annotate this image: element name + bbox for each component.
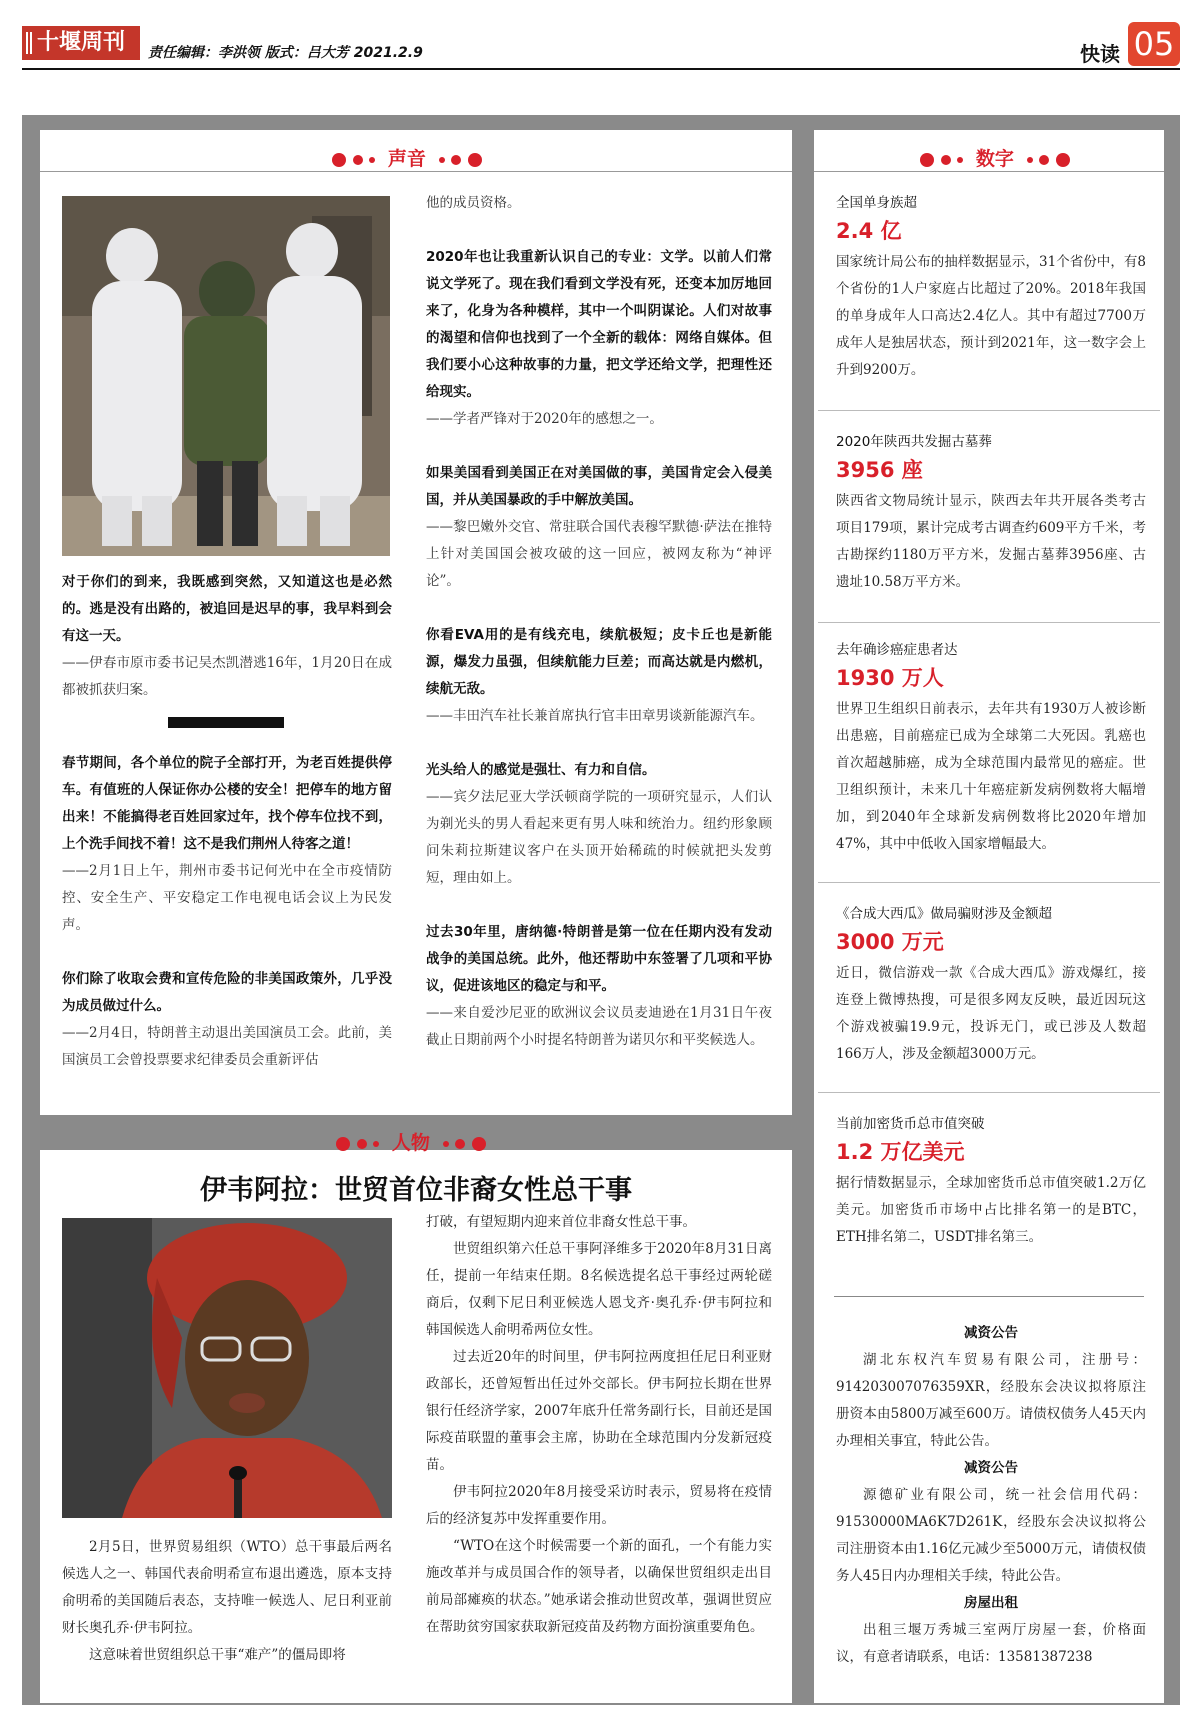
quote-6: 你看EVA用的是有线充电，续航极短；皮卡丘也是新能源，爆发力虽强，但续航能力巨差；而高达就是内燃机，续航无敌。	[426, 627, 772, 697]
numbers-heading-rule	[814, 171, 1164, 172]
people-paragraph-6: 伊韦阿拉2020年8月接受采访时表示，贸易将在疫情后的经济复苏中发挥重要作用。	[426, 1484, 772, 1527]
spacer	[426, 433, 772, 460]
dot-icon	[357, 1139, 367, 1149]
voice-heading-rule	[40, 171, 792, 172]
number-item-title: 当前加密货币总市值突破	[836, 1116, 985, 1132]
quote-4-source: ——学者严锋对于2020年的感想之一。	[426, 411, 663, 427]
notice-title: 减资公告	[964, 1325, 1018, 1341]
number-item-1	[836, 193, 1146, 384]
number-separator	[818, 882, 1160, 883]
dot-icon	[336, 1137, 350, 1151]
quote-7: 光头给人的感觉是强壮、有力和自信。	[426, 762, 656, 778]
quote-5: 如果美国看到美国正在对美国做的事，美国肯定会入侵美国，并从美国暴政的手中解放美国。	[426, 465, 772, 508]
people-paragraph-2: 这意味着世贸组织总干事“难产”的僵局即将	[89, 1647, 346, 1663]
people-paragraph-4: 世贸组织第六任总干事阿泽维多于2020年8月31日离任，提前一年结束任期。8名候选提名总干事经过两轮磋商后，仅剩下尼日利亚候选人恩戈齐·奥孔乔·伊韦阿拉和韩国候选人俞明希两位女性。	[426, 1241, 772, 1338]
number-item-body: 据行情数据显示，全球加密货币总市值突破1.2万亿美元。加密货币市场中占比排名第一的是BTC，ETH排名第二，USDT排名第三。	[836, 1175, 1146, 1245]
quote-3: 你们除了收取会费和宣传危险的非美国政策外，几乎没为成员做过什么。	[62, 971, 392, 1014]
header-rule	[22, 68, 1180, 70]
quote-6-source: ——丰田汽车社长兼首席执行官丰田章男谈新能源汽车。	[426, 708, 764, 724]
quote-1: 对于你们的到来，我既感到突然，又知道这也是必然的。逃是没有出路的，被追回是迟早的事，我早料到会有这一天。	[62, 574, 392, 644]
masthead-text: 十堰周刊	[36, 30, 125, 55]
number-item-title: 去年确诊癌症患者达	[836, 642, 958, 658]
voice-heading-text: 声音	[387, 148, 426, 170]
notice-title: 房屋出租	[964, 1595, 1018, 1611]
voice-right-column	[426, 190, 772, 1054]
quote-5-source: ——黎巴嫩外交官、常驻联合国代表穆罕默德·萨法在推特上针对美国国会被攻破的这一回应，被网友称为“神评论”。	[426, 519, 772, 589]
spacer	[426, 730, 772, 757]
number-separator	[818, 622, 1160, 623]
dot-icon	[957, 157, 963, 163]
numbers-heading	[920, 144, 1070, 171]
quote-1-source: ——伊春市原市委书记吴杰凯潜逃16年，1月20日在成都被抓获归案。	[62, 655, 392, 698]
people-paragraph-5: 过去近20年的时间里，伊韦阿拉两度担任尼日利亚财政部长，还曾短暂出任过外交部长。伊韦阿拉长期在世界银行任经济学家，2007年底升任常务副行长，目前还是国际疫苗联盟的董事会主席，协助在全球范围内分发新冠疫苗。	[426, 1349, 772, 1473]
notices-section	[836, 1320, 1146, 1671]
portrait-photo	[62, 1218, 392, 1518]
editor-line: 责任编辑：李洪领 版式：吕大芳 2021.2.9	[148, 45, 423, 61]
number-item-5	[836, 1114, 1146, 1251]
number-item-body: 陕西省文物局统计显示，陕西去年共开展各类考古项目179项，累计完成考古调查约609平方千米，考古勘探约1180万平方米，发掘古墓葬3956座、古遗址10.58万平方米。	[836, 493, 1146, 590]
quote-4: 2020年也让我重新认识自己的专业：文学。以前人们常说文学死了。现在我们看到文学没有死，还变本加厉地回来了，化身为各种模样，其中一个叫阴谋论。人们对故事的渴望和信仰也找到了一个全新的载体：网络自媒体。但我们要小心这种故事的力量，把文学还给文学，把理性还给现实。	[426, 249, 772, 400]
arrest-photo	[62, 196, 390, 556]
dot-icon	[472, 1137, 486, 1151]
dot-icon	[1039, 155, 1049, 165]
quote-2: 春节期间，各个单位的院子全部打开，为老百姓提供停车。有值班的人保证你办公楼的安全！把停车的地方留出来！不能搞得老百姓回家过年，找个停车位找不到，上个洗手间找不着！这不是我们荆州人待客之道！	[62, 755, 392, 852]
people-paragraph-7: “WTO在这个时候需要一个新的面孔，一个有能力实施改革并与成员国合作的领导者，以确保世贸组织走出目前局部瘫痪的状态。”她承诺会推动世贸改革，强调世贸应在帮助贫穷国家获取新冠疫苗及药物方面扮演重要角色。	[426, 1538, 772, 1635]
number-item-value: 1.2 万亿美元	[836, 1140, 965, 1164]
dot-icon	[439, 157, 445, 163]
dot-icon	[468, 153, 482, 167]
number-item-4	[836, 904, 1146, 1068]
number-item-value: 2.4 亿	[836, 219, 902, 243]
people-paragraph-1: 2月5日，世界贸易组织（WTO）总干事最后两名候选人之一、韩国代表俞明希宣布退出遴选，原本支持俞明希的美国随后表态，支持唯一候选人、尼日利亚前财长奥孔乔·伊韦阿拉。	[62, 1539, 392, 1636]
people-heading-text: 人物	[391, 1132, 430, 1154]
numbers-heading-text: 数字	[975, 148, 1014, 170]
people-left-column	[62, 1534, 392, 1669]
dot-icon	[353, 155, 363, 165]
number-item-value: 3956 座	[836, 458, 923, 482]
masthead-logo	[22, 26, 140, 60]
voice-left-column	[62, 569, 392, 704]
dot-icon	[332, 153, 346, 167]
spacer	[426, 595, 772, 622]
dot-icon	[451, 155, 461, 165]
dot-icon	[1056, 153, 1070, 167]
spacer	[426, 217, 772, 244]
number-separator	[818, 1092, 1160, 1093]
spacer	[426, 892, 772, 919]
dot-icon	[920, 153, 934, 167]
notice-body: 湖北东权汽车贸易有限公司，注册号：914203007076359XR，经股东会决议拟将原注册资本由5800万减至600万。请债权债务人45天内办理相关事宜，特此公告。	[836, 1352, 1146, 1449]
spacer	[62, 939, 392, 966]
divider-bar	[168, 717, 284, 728]
page-number-badge: 05	[1128, 22, 1180, 66]
dot-icon	[455, 1139, 465, 1149]
masthead-decoration	[26, 32, 32, 54]
number-item-value: 1930 万人	[836, 666, 944, 690]
dot-icon	[369, 157, 375, 163]
people-right-column	[426, 1209, 772, 1641]
quote-3-source: ——2月4日，特朗普主动退出美国演员工会。此前，美国演员工会曾投票要求纪律委员会重新评估	[62, 1025, 392, 1068]
number-item-3	[836, 640, 1146, 858]
dot-icon	[1027, 157, 1033, 163]
quote-8: 过去30年里，唐纳德·特朗普是第一位在任期内没有发动战争的美国总统。此外，他还帮助中东签署了几项和平协议，促进该地区的稳定与和平。	[426, 924, 772, 994]
arrest-photo-illustration	[62, 196, 390, 556]
number-item-title: 全国单身族超	[836, 195, 917, 211]
quote-2-source: ——2月1日上午，荆州市委书记何光中在全市疫情防控、安全生产、平安稳定工作电视电话会议上为民发声。	[62, 863, 392, 933]
people-paragraph-3: 打破，有望短期内迎来首位非裔女性总干事。	[426, 1214, 696, 1230]
quote-7-source: ——宾夕法尼亚大学沃顿商学院的一项研究显示，人们认为剃光头的男人看起来更有男人味和统治力。纽约形象顾问朱莉拉斯建议客户在头顶开始稀疏的时候就把头发剪短，理由如上。	[426, 789, 772, 886]
number-item-2	[836, 432, 1146, 596]
number-separator	[818, 410, 1160, 411]
article-title: 伊韦阿拉：世贸首位非裔女性总干事	[200, 1175, 632, 1206]
notices-separator	[834, 1296, 1144, 1297]
quote-8-source: ——来自爱沙尼亚的欧洲议会议员麦迪逊在1月31日午夜截止日期前两个小时提名特朗普为诺贝尔和平奖候选人。	[426, 1005, 772, 1048]
number-item-title: 2020年陕西共发掘古墓葬	[836, 434, 992, 450]
dot-icon	[443, 1141, 449, 1147]
section-label: 快读	[1080, 42, 1120, 66]
voice-left-column-2	[62, 750, 392, 1074]
quote-3-continued: 他的成员资格。	[426, 195, 521, 211]
number-item-body: 近日，微信游戏一款《合成大西瓜》游戏爆红，接连登上微博热搜，可是很多网友反映，最近因玩这个游戏被骗19.9元，投诉无门，或已涉及人数超166万人，涉及金额超3000万元。	[836, 965, 1146, 1062]
notice-body: 源德矿业有限公司，统一社会信用代码：91530000MA6K7D261K，经股东会决议拟将公司注册资本由1.16亿元减少至5000万元，请债权债务人45日内办理相关手续，特此公告。	[836, 1487, 1146, 1584]
portrait-illustration	[62, 1218, 392, 1518]
number-item-title: 《合成大西瓜》做局骗财涉及金额超	[836, 906, 1052, 922]
notice-body: 出租三堰万秀城三室两厅房屋一套，价格面议，有意者请联系，电话：13581387238	[836, 1622, 1146, 1665]
number-item-value: 3000 万元	[836, 930, 944, 954]
voice-heading	[332, 144, 482, 171]
dot-icon	[941, 155, 951, 165]
people-heading	[336, 1128, 486, 1155]
dot-icon	[373, 1141, 379, 1147]
number-item-body: 国家统计局公布的抽样数据显示，31个省份中，有8个省份的1人户家庭占比超过了20%。2018年我国的单身成年人口高达2.4亿人。其中有超过7700万成年人是独居状态，预计到2021年，这一数字会上升到9200万。	[836, 254, 1146, 378]
number-item-body: 世界卫生组织日前表示，去年共有1930万人被诊断出患癌，目前癌症已成为全球第二大死因。乳癌也首次超越肺癌，成为全球范围内最常见的癌症。世卫组织预计，未来几十年癌症新发病例数将大幅增加，到2040年全球新发病例数将比2020年增加47%，其中中低收入国家增幅最大。	[836, 701, 1146, 852]
notice-title: 减资公告	[964, 1460, 1018, 1476]
